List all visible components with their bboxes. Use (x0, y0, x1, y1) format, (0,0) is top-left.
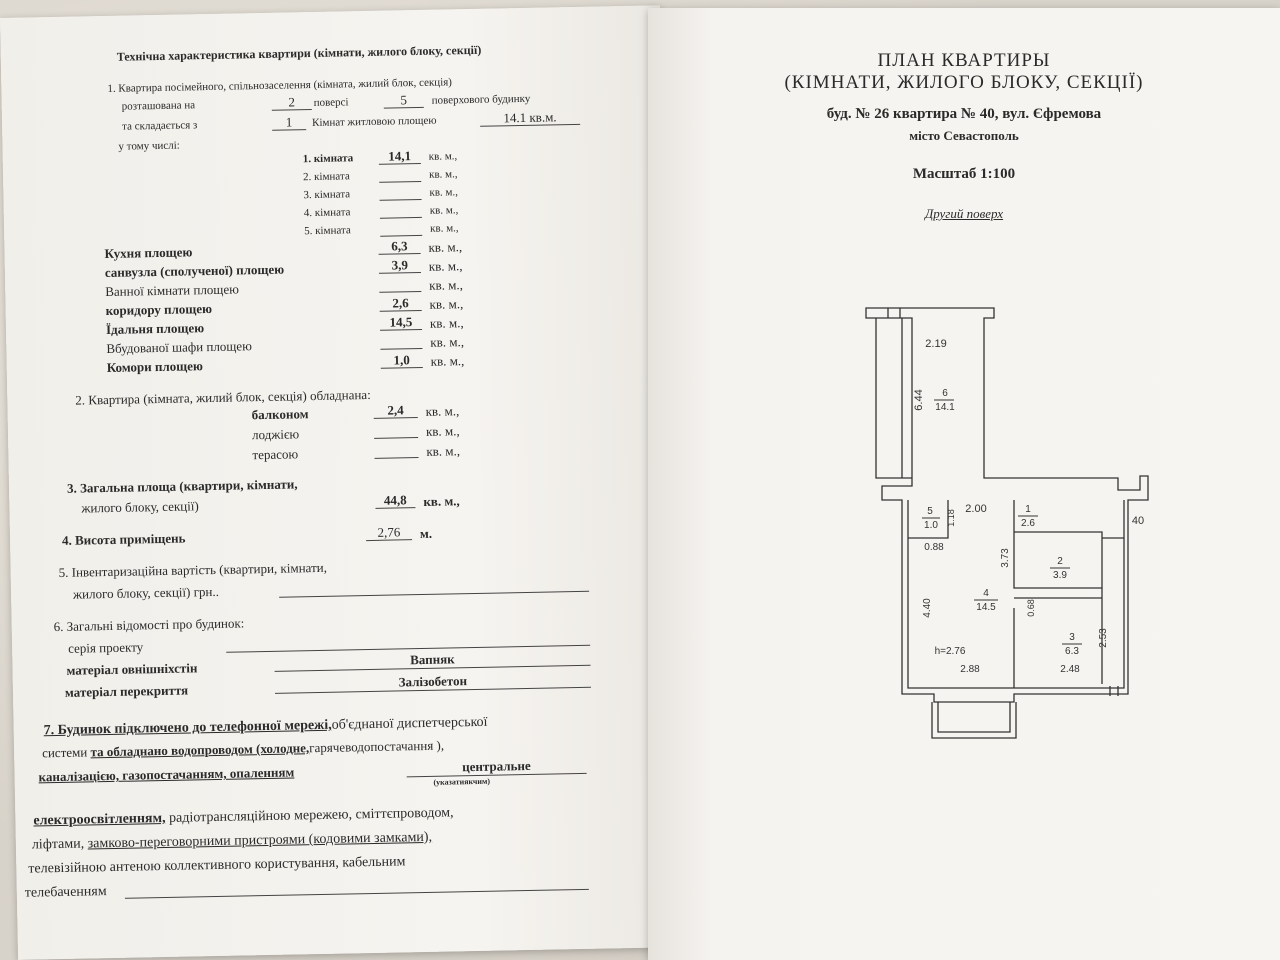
section7-line7: телебаченням (24, 884, 107, 901)
row-unit: кв. м., (425, 423, 460, 439)
s7-system: системи (41, 744, 88, 761)
dim-373: 3.73 (1000, 548, 1011, 568)
ceiling-height: h=2.76 (934, 646, 966, 657)
technical-spec-page (0, 5, 678, 959)
room1-no: 1 (1025, 504, 1031, 515)
s7-water: та обладнано водопроводом (холодне, (90, 740, 310, 760)
row-label: Комори площею (106, 358, 204, 376)
row-label: 5. кімната (304, 224, 351, 238)
room2-no: 2 (1057, 556, 1063, 567)
row-label: Їдальня площею (105, 320, 205, 338)
section7-line3: каналізацією, газопостачанням, опаленням (38, 764, 295, 785)
row-value (374, 442, 418, 443)
dim-bottom-left: 2.88 (960, 664, 980, 675)
row-label: терасою (252, 446, 299, 463)
row-unit: кв. м., (428, 150, 458, 163)
room1-area: 2.6 (1021, 518, 1035, 529)
ceiling-material-label: матеріал перекриття (64, 682, 189, 700)
section7-line2 (42, 738, 444, 761)
dim-top-width: 2.19 (925, 338, 947, 350)
row-value: 6,3 (391, 238, 408, 254)
dim-068: 0.68 (1026, 599, 1036, 617)
floors-value: 5 (400, 92, 408, 108)
height-unit: м. (419, 525, 433, 542)
heating-value: центральне (462, 757, 531, 775)
row-label: балконом (251, 406, 309, 423)
row-unit: кв. м., (429, 186, 459, 199)
dim-pantry-height: 1.18 (946, 509, 956, 527)
room4-no: 4 (983, 588, 989, 599)
floors-word: поверхового будинку (431, 92, 531, 107)
dim-pantry-width: 0.88 (924, 542, 944, 553)
row-unit: кв. м., (429, 296, 464, 312)
section5-line1: 5. Інвентаризаційна вартість (квартири, кімнати, (58, 559, 328, 580)
dim-440: 4.40 (922, 598, 933, 618)
floor-word: поверсі (313, 96, 349, 109)
row-value: 14,1 (388, 148, 412, 164)
located-label: розташована на (121, 99, 196, 113)
row-label: санвузла (сполученої) площею (104, 261, 285, 281)
room3-area: 6.3 (1065, 646, 1079, 657)
row-value (379, 184, 421, 185)
walls-label: матеріал овнішніхстін (66, 660, 198, 678)
section6-title: 6. Загальні відомості про будинок: (53, 615, 245, 635)
height-value: 2,76 (377, 524, 401, 540)
section7-line4 (33, 805, 453, 828)
total-area-unit: кв. м., (423, 493, 460, 509)
row-unit: кв. м., (430, 222, 459, 235)
row-label: Вбудованої шафи площею (106, 338, 252, 357)
row-label: 1. кімната (302, 152, 354, 166)
row-value: 2,4 (387, 402, 404, 418)
room6-no: 6 (942, 388, 948, 399)
row-unit: кв. м., (426, 443, 461, 459)
consists-label: та складається з (121, 119, 198, 133)
room4-area: 14.5 (976, 602, 996, 613)
apartment-floor-plan (648, 8, 1280, 960)
section7-line1 (44, 715, 488, 739)
row-value (380, 333, 422, 334)
dim-wall-40: 40 (1131, 515, 1145, 527)
row-label: Ванної кімнати площею (105, 281, 239, 300)
row-unit: кв. м., (430, 353, 465, 369)
s7-phone: 7. Будинок підключено до телефонної мережі, (43, 717, 332, 739)
row-unit: кв. м., (430, 334, 465, 350)
height-label: 4. Висота приміщень (61, 530, 186, 548)
row-value (379, 166, 421, 167)
s7-radio: радіотрансляційною мережею, сміттєпроводом, (168, 805, 454, 826)
incl-label: у тому числі: (118, 139, 180, 153)
row-value: 2,6 (392, 295, 409, 311)
row-value: 14,5 (389, 314, 413, 330)
row-unit: кв. м., (428, 258, 463, 274)
floor-plan-page (648, 8, 1280, 960)
spec-header: Технічна характеристика квартири (кімнати, жилого блоку, секції) (116, 42, 482, 64)
living-area-value: 14.1 кв.м. (503, 109, 557, 126)
section1-title: 1. Квартира посімейного, спільнозаселення (кімната, жилий блок, секція) (107, 76, 453, 95)
row-label: 2. кімната (302, 170, 350, 184)
plan-title-1: ПЛАН КВАРТИРЫ (877, 50, 1051, 71)
row-value (380, 220, 422, 221)
plan-city: місто Севастополь (909, 128, 1019, 143)
row-label: Кухня площею (104, 244, 193, 262)
plan-title-2: (КІМНАТИ, ЖИЛОГО БЛОКУ, СЕКЦІЇ) (784, 72, 1144, 93)
series-label: серія проекту (67, 639, 144, 656)
dim-corridor-width: 2.00 (965, 503, 987, 515)
ceiling-material-value: Залізобетон (398, 673, 468, 690)
row-unit: кв. м., (429, 315, 464, 331)
section7-line5 (32, 830, 432, 853)
s7-dispatch: об'єднаної диспетчерської (331, 714, 488, 733)
dim-room6-height: 6.44 (913, 389, 925, 411)
row-unit: кв. м., (425, 403, 460, 419)
row-unit: кв. м., (428, 168, 458, 181)
row-unit: кв. м., (429, 204, 459, 217)
plan-floor: Другий поверх (924, 206, 1004, 221)
plan-address: буд. № 26 квартира № 40, вул. Єфремова (826, 106, 1102, 122)
section3-line1: 3. Загальна площа (квартири, кімнати, (66, 476, 298, 496)
row-label: 4. кімната (303, 206, 351, 220)
rooms-value: 1 (285, 114, 293, 130)
floor-value: 2 (288, 94, 296, 110)
row-label: коридору площею (105, 300, 213, 319)
room3-no: 3 (1069, 632, 1075, 643)
room5-no: 5 (927, 506, 933, 517)
room5-area: 1.0 (924, 520, 938, 531)
s7-electric: електроосвітленням, (33, 810, 166, 829)
heating-note: (указатиякчим) (433, 776, 491, 787)
section3-line2: жилого блоку, секції) (81, 498, 199, 516)
rooms-text: Кімнат житловою площею (311, 114, 437, 130)
dim-253: 2.53 (1098, 628, 1109, 648)
section2-title: 2. Квартира (кімната, жилий блок, секція) обладнана: (75, 386, 371, 408)
s7-hotwater: гарячеводопостачання ), (309, 737, 445, 756)
total-area-value: 44,8 (383, 492, 407, 508)
section7-line6: телевізійною антеною коллективного користування, кабельним (28, 854, 406, 877)
walls-value: Вапняк (409, 651, 455, 668)
row-value: 3,9 (391, 257, 409, 273)
row-unit: кв. м., (429, 277, 464, 293)
row-value (380, 202, 422, 203)
row-value (379, 276, 421, 277)
room6-area: 14.1 (935, 402, 955, 413)
room2-area: 3.9 (1053, 570, 1067, 581)
section5-line2: жилого блоку, секції) грн.. (72, 583, 220, 602)
row-label: 3. кімната (303, 188, 351, 202)
row-value: 1,0 (393, 352, 410, 368)
plan-scale: Масштаб 1:100 (912, 166, 1016, 182)
row-unit: кв. м., (428, 239, 463, 255)
s7-intercom: замково-переговорними пристроями (кодовими замками), (87, 829, 433, 852)
dim-bottom-right: 2.48 (1060, 664, 1080, 675)
s7-lifts: ліфтами, (31, 836, 85, 853)
row-label: лоджією (251, 426, 300, 443)
row-value (374, 422, 418, 423)
